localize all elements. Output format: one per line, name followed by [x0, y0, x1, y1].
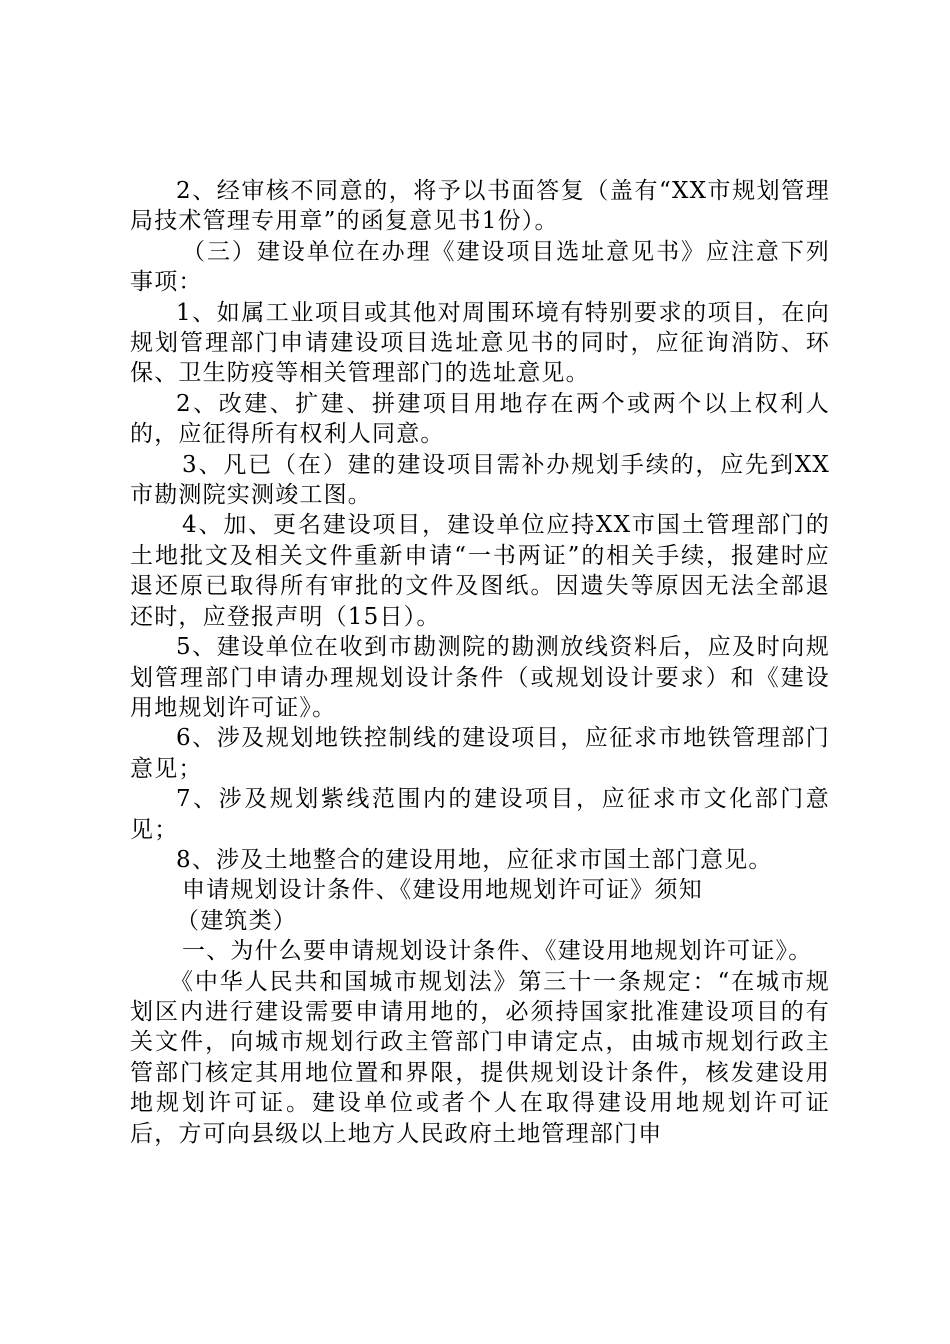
- paragraph-section-three: （三）建设单位在办理《建设项目选址意见书》应注意下列事项：: [130, 238, 830, 296]
- paragraph-item-8: 8、涉及土地整合的建设用地，应征求市国土部门意见。: [176, 846, 773, 873]
- question-heading: 一、为什么要申请规划设计条件、《建设用地规划许可证》。: [182, 938, 813, 965]
- section-heading: 申请规划设计条件、《建设用地规划许可证》须知: [182, 877, 703, 904]
- paragraph-item-6: 6、涉及规划地铁控制线的建设项目，应征求市地铁管理部门意见；: [130, 725, 830, 782]
- document-body: [130, 176, 830, 1149]
- paragraph-item-1: 1、如属工业项目或其他对周围环境有特别要求的项目，在向规划管理部门申请建设项目选址意见书的同时，应征询消防、环保、卫生防疫等相关管理部门的选址意见。: [130, 299, 830, 387]
- paragraph-reply: 2、经审核不同意的，将予以书面答复（盖有“XX市规划管理局技术管理专用章”的函复意见书1份）。: [130, 178, 830, 235]
- section-subheading: （建筑类）: [176, 907, 297, 934]
- paragraph-item-4: 4、加、更名建设项目，建设单位应持XX市国土管理部门的土地批文及相关文件重新申请“一书两证”的相关手续，报建时应退还原已取得所有审批的文件及图纸。因遗失等原因无法全部退还时，应登报声明（15日）。: [130, 512, 830, 630]
- paragraph-law-quote: 《中华人民共和国城市规划法》第三十一条规定：“在城市规划区内进行建设需要申请用地的，必须持国家批准建设项目的有关文件，向城市规划行政主管部门申请定点，由城市规划行政主管部门核定其用地位置和界限，提供规划设计条件，核发建设用地规划许可证。建设单位或者个人在取得建设用地规划许可证后，方可向县级以上地方人民政府土地管理部门申: [130, 968, 830, 1147]
- paragraph-item-7: 7、涉及规划紫线范围内的建设项目，应征求市文化部门意见；: [130, 786, 830, 843]
- paragraph-item-2: 2、改建、扩建、拼建项目用地存在两个或两个以上权利人的，应征得所有权利人同意。: [130, 390, 830, 448]
- paragraph-item-3: 3、凡已（在）建的建设项目需补办规划手续的，应先到XX市勘测院实测竣工图。: [130, 451, 830, 509]
- paragraph-item-5: 5、建设单位在收到市勘测院的勘测放线资料后，应及时向规划管理部门申请办理规划设计条件（或规划设计要求）和《建设用地规划许可证》。: [130, 634, 830, 721]
